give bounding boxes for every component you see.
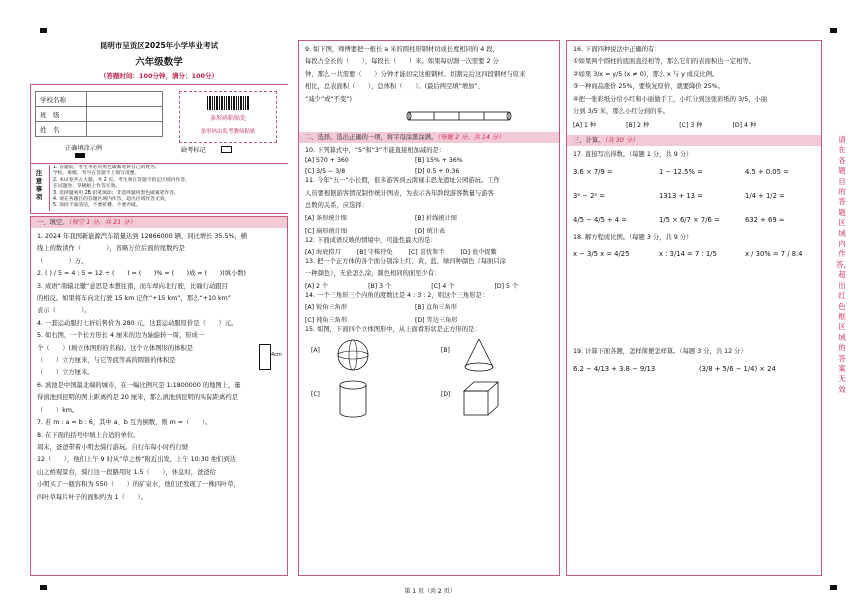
q10-options <box>305 157 555 164</box>
notice-list <box>49 165 288 211</box>
q19-line: 19. 计算下面各题，怎样简便怎样算。（每题 3 分，共 12 分） <box>573 348 747 356</box>
q6-line: （ ）km。 <box>37 406 79 414</box>
equation-item: x : 3/14 = 7 : 1/5 <box>659 250 717 259</box>
cylinder-figure <box>335 379 371 419</box>
option-d[interactable]: [D] 4 种 <box>732 122 757 130</box>
notice-label: 注意事项 <box>35 169 43 201</box>
steel-bar-figure <box>405 108 515 124</box>
q9-line: “减少”或“不变”) <box>305 95 352 103</box>
q13-line: 一种颜色），无论怎么涂，颜色相同的面至少有： <box>305 270 441 278</box>
calc-item: 1/4 + 1/2 = <box>745 191 785 200</box>
absent-mark-label: 缺考标记 <box>181 147 206 154</box>
option-c[interactable]: [C] 钝角三角形 <box>305 317 348 325</box>
q5-line: 5. 如右图，一个长方形长 4 厘米的边为轴旋转一周，形成一 <box>37 332 205 340</box>
option-a[interactable]: [A] 2 个 <box>305 282 329 290</box>
barcode-icon <box>180 96 276 110</box>
q16-options <box>573 120 817 129</box>
q7-line: 7. 若 m : a = b : 6，其中 a、b 互为倒数，则 m =（ ）。 <box>37 419 212 427</box>
q11-options <box>305 213 555 222</box>
q12-line: 12. 下面成语反映的情境中，可能性最大的是： <box>305 236 437 244</box>
q19-grid <box>573 365 817 373</box>
q9-line: 钟，那么一共需要（ ）分钟才能切完这根钢材。切割完后这四段钢材与原来 <box>305 70 526 78</box>
q8-line: 周末，爸爸带着小明去骑行游玩。自行车每小时约行驶 <box>37 443 189 451</box>
option-a[interactable]: [A] <box>311 346 320 354</box>
option-c[interactable]: [C] 扇形统计图 <box>305 227 348 235</box>
exam-title-line2: 六年级数学 <box>135 57 183 68</box>
q18-grid <box>573 250 817 258</box>
column-3 <box>566 40 822 576</box>
registration-mark <box>40 28 47 33</box>
q8-line: 小明买了一瓶容积为 550（ ）的矿泉水，他们还发现了一株四叶草， <box>37 481 240 489</box>
class-label: 班 级 <box>36 107 87 122</box>
section1-box <box>30 216 288 576</box>
option-b[interactable]: [B] 守株待兔 <box>356 249 393 257</box>
absent-mark-checkbox[interactable] <box>221 146 232 153</box>
q9-line: 9. 如下图，师傅要把一根长 a 米的圆柱形钢材切成长度相同的 4 段， <box>305 46 499 53</box>
option-c[interactable]: [C] 4 个 <box>431 282 455 290</box>
q16-line: ③一种商品涨价 25%，要恢复原价，就要降价 25%。 <box>573 83 724 91</box>
option-a[interactable]: [A] 570 + 360 <box>305 157 349 165</box>
option-a[interactable]: [A] 1 种 <box>573 122 597 130</box>
option-b[interactable]: [B] 折线统计图 <box>415 214 457 222</box>
calc-item: 4/5 − 4/5 + 4 = <box>573 215 628 224</box>
notice-line: 4. 请在各题目的答题区域内作答，超出区域作答无效。 <box>53 197 170 203</box>
column-1 <box>30 40 288 576</box>
q3-line: 3. 成语“南辕北辙”意思是本想往南，而车却向北行驶，比喻行动跟目 <box>37 282 228 290</box>
page-footer: 第 1 页（共 2 页） <box>404 588 456 595</box>
q11-line: 人员要根据游客情况制作统计图表，为表示各年龄段游客数量与游客 <box>305 189 494 197</box>
q8-line: 山之桥观景台，骑行这一段路用时 1.5（ ），休息时，爸爸给 <box>37 468 216 476</box>
barcode-note: 条形码由监考教师粘贴 <box>200 129 256 135</box>
notice-line: 5. 保持卡面清洁，不要折叠、不要弄破。 <box>53 203 141 209</box>
q16-line: 分到 3/5 米，那么小红分到的多。 <box>573 108 669 116</box>
option-d[interactable]: [D] 0.5 + 0.36 <box>415 168 460 176</box>
calc-item: 3.6 × 7/9 = <box>573 167 613 176</box>
option-b[interactable]: [B] 3 个 <box>368 282 392 290</box>
notice-line: 学校、班级、考号在答题卡上填写清楚。 <box>53 171 140 177</box>
column-2 <box>298 40 560 576</box>
filled-example-icon <box>75 153 85 158</box>
barcode-area <box>179 91 277 143</box>
info-box <box>30 84 288 214</box>
q8-line: 8. 在下面的括号中填上合适的单位。 <box>37 431 140 439</box>
registration-mark <box>830 28 837 33</box>
cube-figure <box>461 379 501 419</box>
q8-line: 四叶草每片叶子的面积约为 1（ ）。 <box>37 493 147 501</box>
q16-line: 16. 下面四种说法中正确的有： <box>573 46 661 53</box>
school-label: 学校名称 <box>36 92 87 107</box>
notice-line: 在试题卷、草稿纸上作答无效。 <box>53 184 121 190</box>
name-field[interactable] <box>87 122 163 137</box>
option-d[interactable]: [D] <box>441 390 451 398</box>
school-field[interactable] <box>87 92 163 107</box>
q10-line: 10. 下列算式中，“5”和“3”不能直接相加减的是： <box>305 147 446 155</box>
q13-options <box>305 281 555 290</box>
option-a[interactable]: [A] 海底捞月 <box>305 249 341 257</box>
option-b[interactable]: [B] 2 种 <box>626 122 650 130</box>
exam-title-line1: 昆明市呈贡区2025年小学毕业考试 <box>99 41 219 50</box>
correct-example-label: 正确填涂示例 <box>65 145 103 152</box>
q12-options <box>305 247 555 256</box>
simplify-item: 6.2 − 4/13 + 3.8 − 9/13 <box>573 364 656 373</box>
q14-options <box>305 315 555 324</box>
q13-line: 13. 把一个正方体的各个面分别涂上红、黄、蓝、绿四种颜色（每面只涂 <box>305 258 506 266</box>
rectangle-figure <box>259 344 271 370</box>
q9-line: 每段占全长的（ ），每段长（ ）米。如果每切割一次需要 2 分 <box>305 58 499 66</box>
option-c[interactable]: [C] 喜忧参半 <box>408 249 445 257</box>
class-field[interactable] <box>87 107 163 122</box>
q3-line: 的相反。如果将车向北行驶 15 km 记作“+15 km”，那么“+10 km” <box>37 295 232 303</box>
student-info-table <box>35 91 163 137</box>
section3-header: 三、计算。（共 30 分） <box>567 135 821 146</box>
q3-line: 表示（ ）。 <box>37 307 91 315</box>
q17-grid <box>573 168 817 224</box>
q10-options <box>305 168 555 175</box>
exam-time-note: （答题时间：100分钟，满分：100分） <box>99 72 219 80</box>
cone-figure <box>461 337 497 373</box>
name-label: 姓 名 <box>36 122 87 137</box>
q5-line: （ ）立方厘米，与它等底等高的圆锥的体积是 <box>37 357 176 365</box>
q6-line: 6. 滇池是中国最北端的城市，在一幅比例尺是 1:1800000 的地图上，量 <box>37 381 241 389</box>
q15-line: 15. 如图，下面四个立体图形中，从上面看形状是正方形的是： <box>305 326 481 334</box>
option-d[interactable]: [D] 统计表 <box>415 227 446 235</box>
q5-line: （ ）立方厘米。 <box>37 369 94 377</box>
calc-item: 4.5 + 0.05 = <box>745 167 789 176</box>
q2-line: 2. ( ) / 5 = 4 : 5 = 12 ÷ ( ) = ( )% = ( )成 = ( )(填小数) <box>37 270 246 278</box>
q16-line: ②如果 3/x = y/5 (x ≠ 0)，那么 x 与 y 成反比例。 <box>573 70 719 78</box>
q5-line: 个（ ）(填立体图形的名称)。这个立体图形的体积是 <box>37 344 194 352</box>
q1-line: 线上的数读作（ ），省略万位后面的尾数约是 <box>37 245 185 253</box>
rectangle-figure-label: 4cm <box>271 352 282 359</box>
notice-line: 1. 答题前，考生务必用黑色碳素笔将自己的姓名、 <box>53 165 160 170</box>
option-d[interactable]: [D] 5 个 <box>494 282 519 290</box>
simplify-item: (3/8 + 5/6 − 1/4) × 24 <box>699 364 776 373</box>
calc-item: 632 + 69 ≈ <box>745 215 785 224</box>
calc-item: 1 − 12.5% = <box>659 167 703 176</box>
option-d[interactable]: [D] 等边三角形 <box>415 317 458 325</box>
option-a[interactable]: [A] 锐角三角形 <box>305 304 347 312</box>
section1-header: 一、填空。（每空 1 分，共 21 分） <box>31 217 287 228</box>
divider <box>31 163 288 164</box>
option-d[interactable]: [D] 瓮中捉鳖 <box>460 249 497 257</box>
notice-line: 2. 本试卷共五大题，共 2 页。考生须在答题卡指定区域内作答， <box>53 177 190 183</box>
calc-item: 3² − 2² = <box>573 191 605 200</box>
equation-item: x − 3/5 x = 4/25 <box>573 250 630 259</box>
option-b[interactable]: [B] 直角三角形 <box>415 304 457 312</box>
q11-line: 11. 今年“五一”小长假，很多游客到云南禄丰恐龙遗址公园游玩。工作 <box>305 177 500 185</box>
section2-header: 二、选择。选出正确的一项，将字母涂黑涂满。（每题 2 分，共 14 分） <box>299 132 559 143</box>
option-a[interactable]: [A] 条形统计图 <box>305 214 347 222</box>
option-b[interactable]: [B] 15% + 36% <box>415 157 463 165</box>
sphere-figure <box>335 337 371 373</box>
q18-line: 18. 解方程或比例。（每题 3 分，共 9 分） <box>573 233 693 241</box>
calc-item: 1/5 × 6/7 × 7/6 = <box>659 215 720 224</box>
equation-item: x / 30% = 7 / 8.4 <box>745 250 803 259</box>
q17-line: 17. 直接写出得数。（每题 1 分，共 9 分） <box>573 151 693 159</box>
option-b[interactable]: [B] <box>441 346 450 354</box>
q14-line: 14. 一个三角形三个内角的度数比是 4 : 3 : 2，则这个三角形是： <box>305 291 489 299</box>
q9-line: 相比，总表面积（ ），总体积（ ）。(最后两空填“增加”、 <box>305 83 484 91</box>
q11-options <box>305 226 555 235</box>
q14-options <box>305 302 555 311</box>
q8-line: 12（ ），他们上午 9 时从“草之桥”附近出发，上午 10:30 他们到达 <box>37 456 236 464</box>
notice-line: 3. 选择题须用 2B 铅笔填涂；非选择题用黑色碳素笔作答。 <box>53 190 179 196</box>
q4-line: 4. 一套运动服打七折后售价为 280 元，这套运动服原价是（ ）元。 <box>37 319 238 327</box>
q1-line: 1. 2024 年我国新能源汽车销量达到 12866000 辆，同比增长 35.5%，横 <box>37 233 248 240</box>
q11-line: 总数的关系，应选择： <box>305 202 368 210</box>
q16-line: ④把一张彩纸分给小红和小丽做手工，小红分到这张彩纸的 3/5，小丽 <box>573 95 768 103</box>
q1-line: （ ）万。 <box>37 257 88 265</box>
option-c[interactable]: [C] 3/5 − 3/8 <box>305 168 346 176</box>
side-warning: 请在各题目的答题区域内作答，超出红色框区域的答案无效 <box>836 135 851 394</box>
option-c[interactable]: [C] <box>311 390 320 398</box>
option-c[interactable]: [C] 3 种 <box>679 122 703 130</box>
barcode-label: 条形码粘贴处 <box>209 115 246 122</box>
q16-line: ①如果两个圆柱的底面直径相等，那么它们的表面积也一定相等。 <box>573 58 755 66</box>
q15-figures <box>305 337 555 423</box>
q6-line: 得滇池到昆明的图上距离约是 20 厘米，那么滇池到昆明的实际距离约是 <box>37 394 238 402</box>
calc-item: 1313 + 13 = <box>659 191 703 200</box>
